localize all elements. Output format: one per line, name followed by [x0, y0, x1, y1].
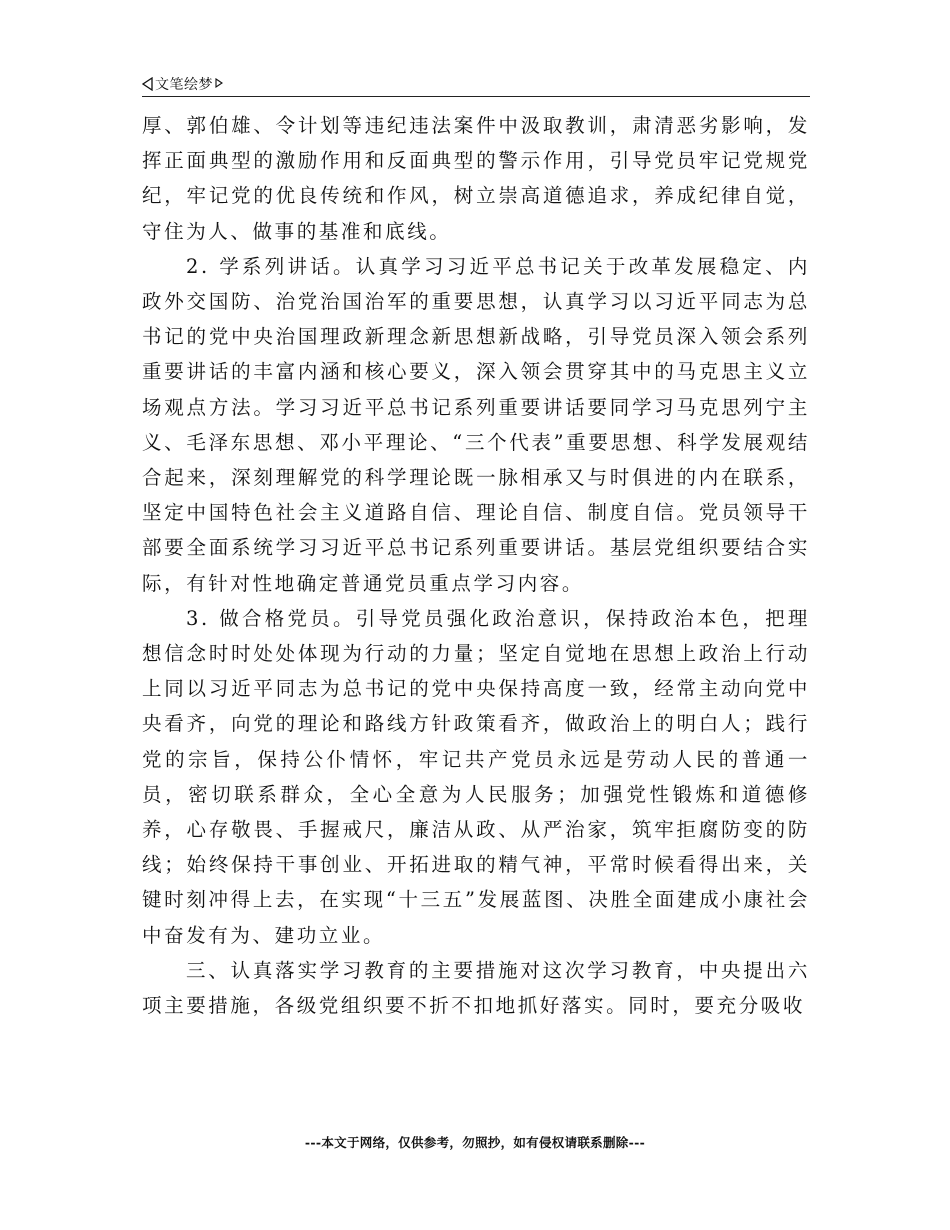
- paragraph-study-speeches: 2. 学系列讲话。认真学习习近平总书记关于改革发展稳定、内政外交国防、治党治国治军的重要思想，认真学习以习近平同志为总书记的党中央治国理政新理念新思想新战略，引导党员深入领会系列重要讲话的丰富内涵和核心要义，深入领会贯穿其中的马克思主义立场观点方法。学习习近平总书记系列重要讲话要同学习马克思列宁主义、毛泽东思想、邓小平理论、“三个代表”重要思想、科学发展观结合起来，深刻理解党的科学理论既一脉相承又与时俱进的内在联系，坚定中国特色社会主义道路自信、理论自信、制度自信。党员领导干部要全面系统学习习近平总书记系列重要讲话。基层党组织要结合实际，有针对性地确定普通党员重点学习内容。: [142, 254, 810, 595]
- paragraph-section-three: 三、认真落实学习教育的主要措施对这次学习教育，中央提出六项主要措施，各级党组织要不折不扣地抓好落实。同时，要充分吸收: [142, 958, 810, 1018]
- left-triangle-icon: [142, 77, 153, 91]
- right-triangle-icon: [215, 76, 223, 86]
- header-title: 文笔绘梦: [155, 77, 213, 93]
- paragraph-continuation: 厚、郭伯雄、令计划等违纪违法案件中汲取教训，肃清恶劣影响，发挥正面典型的激励作用和反面典型的警示作用，引导党员牢记党规党纪，牢记党的优良传统和作风，树立崇高道德追求，养成纪律自觉，守住为人、做事的基准和底线。: [142, 114, 810, 243]
- paragraph-qualified-member: 3. 做合格党员。引导党员强化政治意识，保持政治本色，把理想信念时时处处体现为行动的力量；坚定自觉地在思想上政治上行动上同以习近平同志为总书记的党中央保持高度一致，经常主动向党中央看齐，向党的理论和路线方针政策看齐，做政治上的明白人；践行党的宗旨，保持公仆情怀，牢记共产党员永远是劳动人民的普通一员，密切联系群众，全心全意为人民服务；加强党性锻炼和道德修养，心存敬畏、手握戒尺，廉洁从政、从严治家，筑牢拒腐防变的防线；始终保持干事创业、开拓进取的精气神，平常时候看得出来，关键时刻冲得上去，在实现“十三五”发展蓝图、决胜全面建成小康社会中奋发有为、建功立业。: [142, 606, 810, 947]
- page-footer-disclaimer: ---本文于网络，仅供参考，勿照抄，如有侵权请联系删除---: [304, 1135, 646, 1150]
- document-body: [142, 108, 810, 1023]
- page-header: [142, 72, 810, 97]
